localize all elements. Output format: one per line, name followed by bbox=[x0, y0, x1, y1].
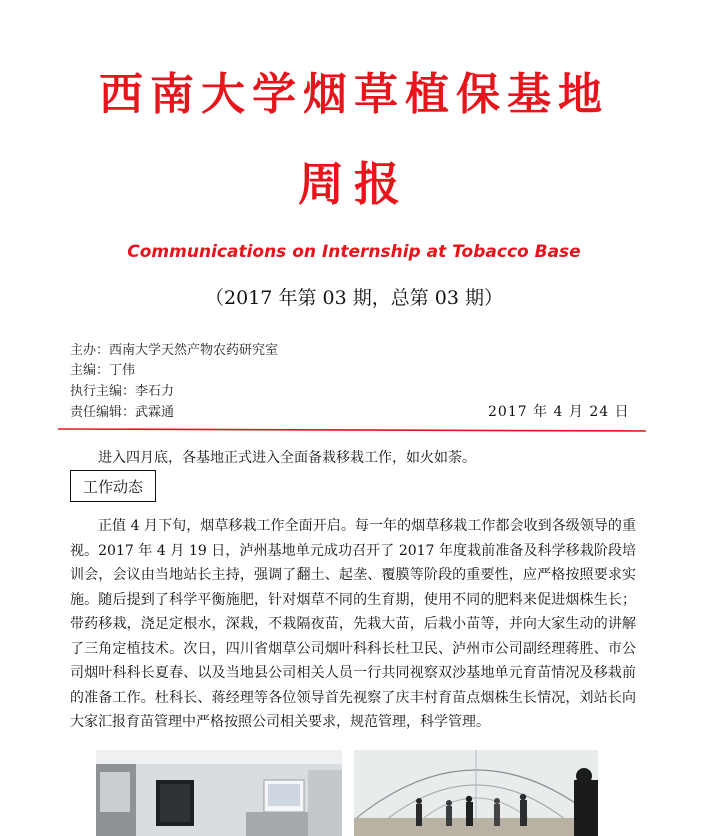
meta-responsible-editor: 责任编辑：武霖通 bbox=[70, 405, 175, 420]
greenhouse-photo bbox=[354, 750, 598, 836]
newsletter-subtitle: 周报 bbox=[298, 157, 410, 211]
greenhouse-photo-image bbox=[354, 750, 598, 836]
section-heading-box bbox=[70, 470, 156, 502]
publish-date: 2017 年 4 月 24 日 bbox=[488, 404, 630, 420]
red-divider bbox=[58, 428, 646, 432]
meeting-photo-image bbox=[96, 750, 342, 836]
meta-executive-editor: 执行主编：李石力 bbox=[70, 384, 175, 399]
english-title: Communications on Internship at Tobacco Base bbox=[127, 242, 581, 262]
newsletter-title: 西南大学烟草植保基地 bbox=[99, 69, 609, 120]
section-heading: 工作动态 bbox=[82, 477, 143, 496]
body-paragraph: 正值 4 月下旬，烟草移栽工作全面开启。每一年的烟草移栽工作都会收到各级领导的重视。2017 年 4 月 19 日，泸州基地单元成功召开了 2017 年度栽前准备及科学移栽阶段培训会，会议由当地站长主持，强调了翻土、起垄、覆膜等阶段的重要性，应严格按照要求实施。随后提到了科学平衡施肥，针对烟草不同的生育期，使用不同的肥料来促进烟株生长；带药移栽，浇足定根水，深栽，不栽隔夜苗，先栽大苗，后栽小苗等，并向大家生动的讲解了三角定植技术。次日，四川省烟草公司烟叶科科长杜卫民、泸州市公司副经理蒋胜、市公司烟叶科科长夏春、以及当地县公司相关人员一行共同视察双沙基地单元育苗情况及移栽前的准备工作。杜科长、蒋经理等各位领导首先视察了庆丰村育苗点烟株生长情况，刘站长向大家汇报育苗管理中严格按照公司相关要求，规范管理，科学管理。 bbox=[70, 518, 636, 730]
meta-chief-editor: 主编：丁伟 bbox=[70, 363, 136, 378]
issue-number: （2017 年第 03 期，总第 03 期） bbox=[205, 287, 503, 309]
intro-paragraph: 进入四月底，各基地正式进入全面备栽移栽工作，如火如荼。 bbox=[98, 450, 476, 466]
meeting-photo bbox=[96, 750, 342, 836]
meta-sponsor: 主办：西南大学天然产物农药研究室 bbox=[70, 343, 279, 358]
